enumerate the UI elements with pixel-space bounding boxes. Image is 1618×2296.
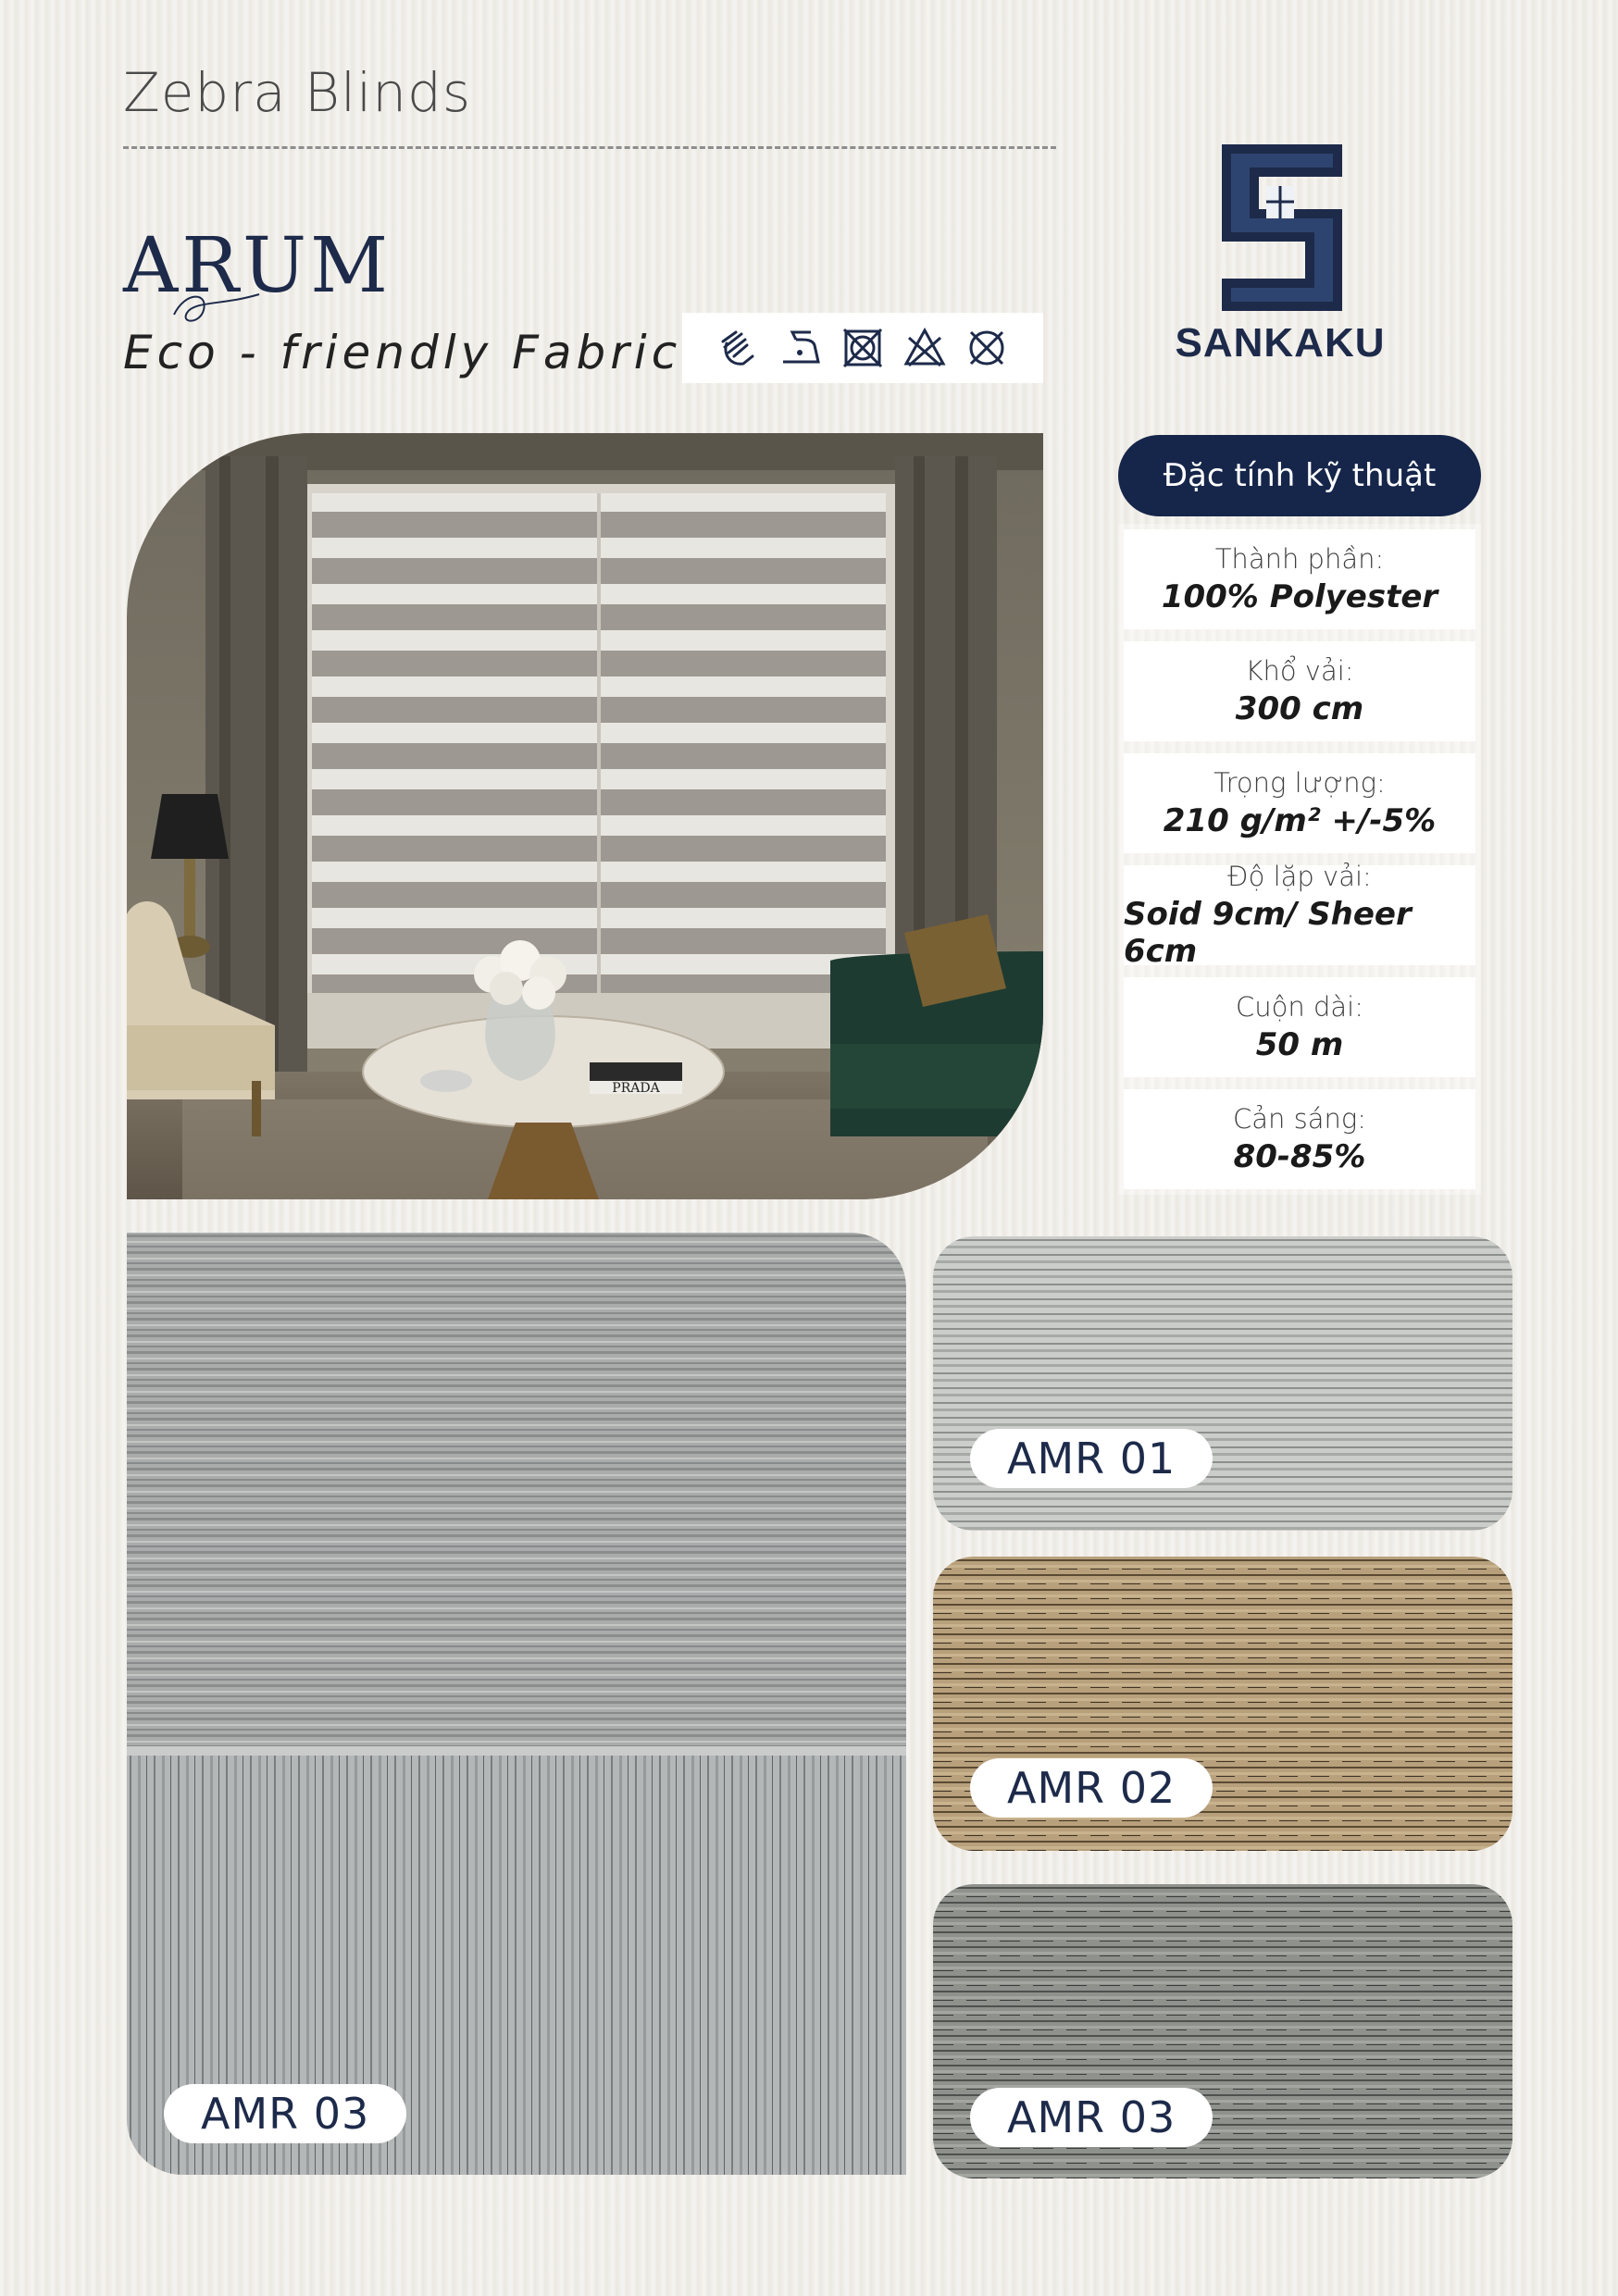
fabric-swatch-amr01 xyxy=(933,1236,1512,1531)
spec-label: Khổ vải: xyxy=(1245,655,1354,687)
spec-light-blocking xyxy=(1124,1089,1475,1189)
spec-value: 300 cm xyxy=(1235,690,1364,727)
spec-weight xyxy=(1124,753,1475,853)
no-bleach-icon xyxy=(902,325,948,371)
spec-roll-length xyxy=(1124,977,1475,1077)
product-name: ARUM xyxy=(123,222,392,310)
zebra-blind xyxy=(312,493,886,993)
spec-label: Độ lặp vải: xyxy=(1227,861,1372,892)
swatch-code-label: AMR 03 xyxy=(164,2084,406,2143)
specs-list xyxy=(1118,524,1481,1195)
spec-value: 100% Polyester xyxy=(1161,578,1438,615)
brand-name: SANKAKU xyxy=(1175,320,1386,366)
spec-label: Thành phần: xyxy=(1214,543,1385,575)
room-photo xyxy=(127,433,1043,1199)
spec-value: 80-85% xyxy=(1233,1138,1366,1175)
spec-value: 50 m xyxy=(1255,1026,1344,1063)
specs-title: Đặc tính kỹ thuật xyxy=(1118,435,1481,516)
care-icons-bar xyxy=(682,313,1043,383)
fabric-swatch-amr03 xyxy=(933,1884,1512,2178)
spec-label: Cản sáng: xyxy=(1232,1103,1367,1135)
swatch-code-label: AMR 02 xyxy=(970,1758,1213,1818)
header-divider xyxy=(123,146,1056,149)
spec-repeat xyxy=(1124,861,1475,970)
spec-value: 210 g/m² +/-5% xyxy=(1163,802,1437,839)
spec-value: Soid 9cm/ Sheer 6cm xyxy=(1124,896,1412,970)
spec-composition xyxy=(1124,529,1475,629)
hand-wash-icon xyxy=(716,325,762,371)
category-title: Zebra Blinds xyxy=(123,61,472,124)
product-subtitle: Eco - friendly Fabric xyxy=(123,326,682,379)
no-tumble-dry-icon xyxy=(840,325,886,371)
no-dry-clean-icon xyxy=(964,325,1010,371)
specs-panel xyxy=(1118,435,1481,1195)
book-label: PRADA xyxy=(612,1081,660,1096)
fabric-swatch-large xyxy=(127,1233,906,2175)
swatch-code-label: AMR 01 xyxy=(970,1429,1213,1488)
spec-width xyxy=(1124,641,1475,741)
spec-label: Cuộn dài: xyxy=(1236,991,1363,1023)
sankaku-logo-icon xyxy=(1203,135,1361,320)
fabric-swatch-amr02 xyxy=(933,1557,1512,1851)
iron-icon xyxy=(778,325,824,371)
spec-label: Trọng lượng: xyxy=(1214,767,1386,799)
swatch-code-label: AMR 03 xyxy=(970,2088,1213,2147)
